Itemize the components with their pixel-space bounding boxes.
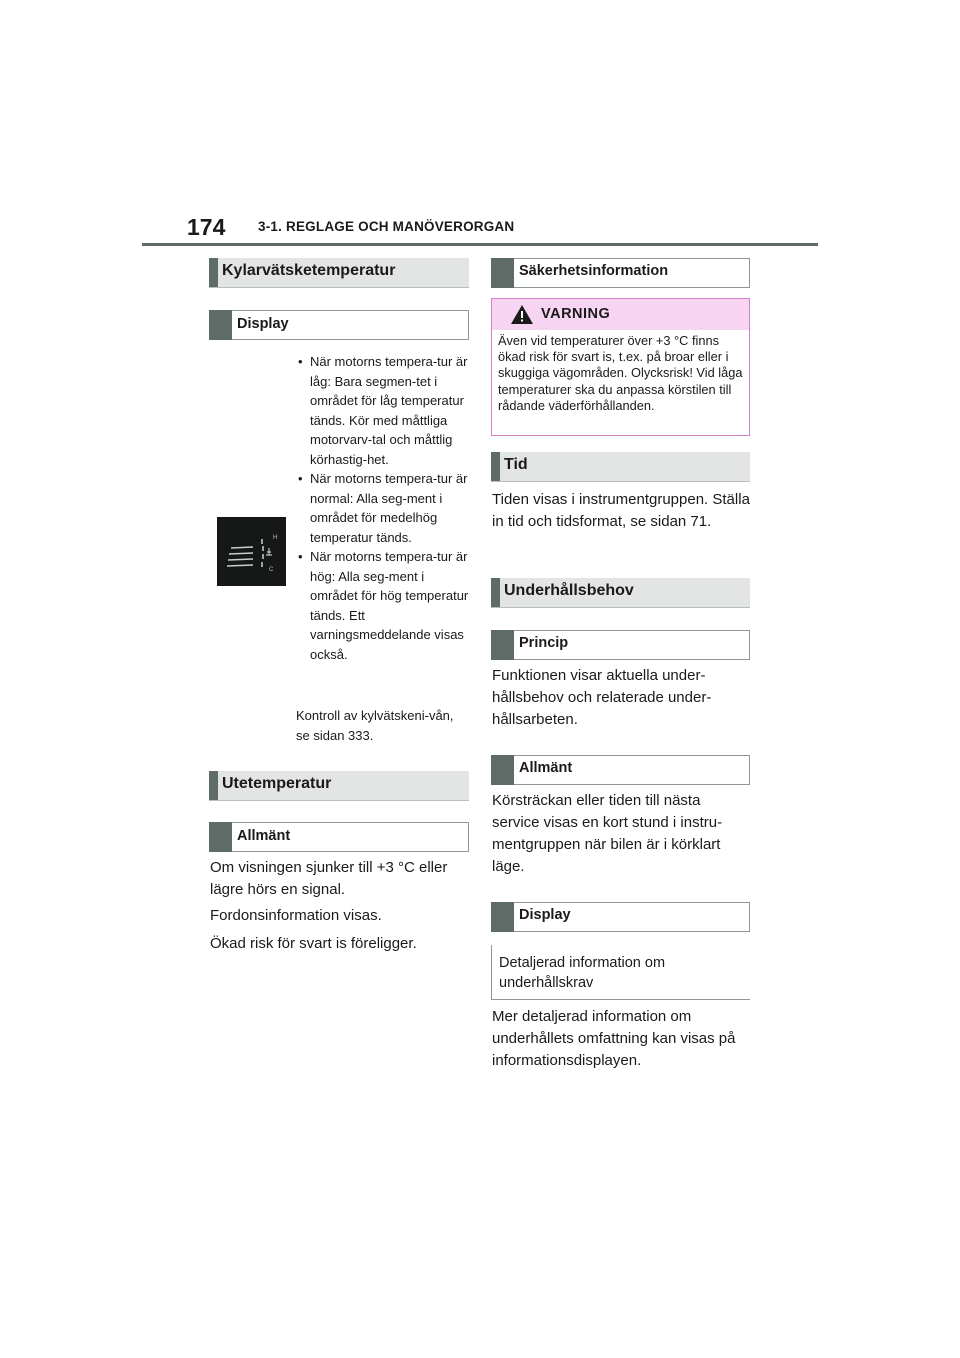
- bullet-item: [298, 352, 470, 469]
- section-time: [491, 452, 750, 482]
- warning-triangle-icon: [510, 304, 534, 330]
- bullet-item: [298, 547, 470, 664]
- subsection-bar: [209, 822, 232, 852]
- subsection-display: [209, 310, 469, 340]
- bullet-dot-icon: •: [298, 354, 303, 369]
- section-coolant-temperature: [209, 258, 469, 288]
- section-title: Tid: [504, 456, 528, 473]
- section-bar: [491, 578, 500, 607]
- subsection-title: Allmänt: [519, 760, 573, 776]
- outside-paragraph: Om visningen sjunker till +3 °C eller lägre hörs en signal.: [210, 859, 448, 898]
- coolant-gauge-image: [217, 517, 286, 586]
- page-number: 174: [187, 214, 226, 240]
- bullet-dot-icon: •: [298, 471, 303, 486]
- subsection-title: Display: [237, 316, 289, 332]
- subsection-display: [491, 902, 750, 932]
- subsection-general: [491, 755, 750, 785]
- detail-info-box: [491, 945, 750, 1000]
- header-rule: [142, 243, 818, 246]
- section-bar: [209, 771, 218, 800]
- warning-header: [492, 299, 749, 330]
- outside-paragraph: Ökad risk för svart is föreligger.: [210, 935, 417, 952]
- subsection-principle: [491, 630, 750, 660]
- time-text: Tiden visas i instrumentgruppen. Ställa in tid och tidsformat, se sidan 71.: [492, 491, 750, 530]
- subsection-safety-information: [491, 258, 750, 288]
- warning-box: [491, 298, 750, 436]
- principle-text: Funktionen visar aktuella under-hållsbehov och relaterade under-hållsarbeten.: [492, 667, 712, 728]
- subsection-bar: [491, 755, 514, 785]
- warning-text: Även vid temperaturer över +3 °C finns ökad risk för svart is, t.ex. på broar eller i skuggiga vägområden. Olycksrisk! Vid låga temperaturer ska du anpassa körstilen till rådande väderförhållanden.: [498, 333, 743, 413]
- section-title: Utetemperatur: [222, 775, 332, 792]
- gauge-cold-label: C: [269, 567, 274, 573]
- subsection-title: Allmänt: [237, 828, 291, 844]
- subsection-title: Princip: [519, 635, 569, 651]
- section-outside-temperature: [209, 771, 469, 801]
- warning-label: VARNING: [541, 306, 611, 322]
- section-service-requirements: [491, 578, 750, 608]
- chapter-title: 3-1. REGLAGE OCH MANÖVERORGAN: [258, 219, 515, 234]
- service-general-text: Körsträckan eller tiden till nästa service visas en kort stund i instru-mentgruppen när bilen är i körklart läge.: [492, 792, 723, 875]
- section-title: Kylarvätsketemperatur: [222, 262, 396, 279]
- coolant-bullet-list: [298, 352, 470, 664]
- section-bar: [209, 258, 218, 287]
- bullet-text: När motorns tempera-tur är hög: Alla seg-ment i området för hög temperatur tänds. Ett varningsmeddelande visas också.: [310, 549, 469, 662]
- gauge-hot-label: H: [273, 535, 278, 541]
- coolant-gauge-graphic: [217, 517, 286, 586]
- coolant-note: Kontroll av kylvätskeni-vån, se sidan 333.: [296, 708, 454, 743]
- bullet-item: [298, 469, 470, 547]
- section-bar: [491, 452, 500, 481]
- outside-paragraph: Fordonsinformation visas.: [210, 907, 382, 924]
- subsection-bar: [491, 258, 514, 288]
- bullet-text: När motorns tempera-tur är normal: Alla seg-ment i området för medelhög temperatur tänds.: [310, 471, 468, 545]
- bullet-text: När motorns tempera-tur är låg: Bara segmen-tet i området för låg temperatur tänds. Kör med måttliga motorvarv-tal och måttlig körhastig-het.: [310, 354, 468, 467]
- subsection-bar: [491, 902, 514, 932]
- subsection-general: [209, 822, 469, 852]
- section-title: Underhållsbehov: [504, 582, 634, 599]
- subsection-bar: [491, 630, 514, 660]
- detail-text: Mer detaljerad information om underhållets omfattning kan visas på informationsdisplayen.: [492, 1008, 736, 1069]
- subsection-title: Säkerhetsinformation: [519, 263, 669, 279]
- detail-info-title: Detaljerad information om underhållskrav: [499, 955, 666, 991]
- subsection-title: Display: [519, 907, 571, 923]
- bullet-dot-icon: •: [298, 549, 303, 564]
- subsection-bar: [209, 310, 232, 340]
